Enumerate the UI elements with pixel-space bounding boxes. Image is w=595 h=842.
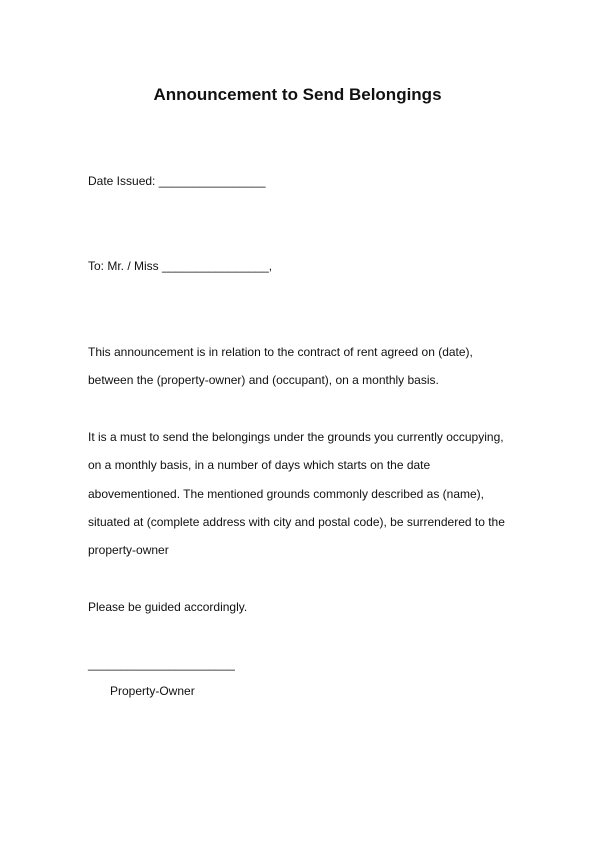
- date-issued-line: Date Issued: ________________: [88, 174, 266, 188]
- paragraph1-line-2: between the (property-owner) and (occupant), on a monthly basis.: [88, 373, 439, 387]
- paragraph2-line-3: abovementioned. The mentioned grounds commonly described as (name),: [88, 487, 484, 501]
- signature-line: ______________________: [88, 657, 235, 671]
- recipient-line: To: Mr. / Miss ________________,: [88, 259, 273, 273]
- paragraph2-line-1: It is a must to send the belongings under the grounds you currently occupying,: [88, 430, 504, 444]
- paragraph2-line-4: situated at (complete address with city and postal code), be surrendered to the: [88, 515, 505, 529]
- signature-label: Property-Owner: [110, 684, 195, 698]
- closing-line: Please be guided accordingly.: [88, 600, 248, 614]
- paragraph2-line-5: property-owner: [88, 543, 169, 557]
- paragraph1-line-1: This announcement is in relation to the contract of rent agreed on (date),: [88, 345, 473, 359]
- paragraph2-line-2: on a monthly basis, in a number of days which starts on the date: [88, 458, 431, 472]
- document-title: Announcement to Send Belongings: [153, 85, 442, 104]
